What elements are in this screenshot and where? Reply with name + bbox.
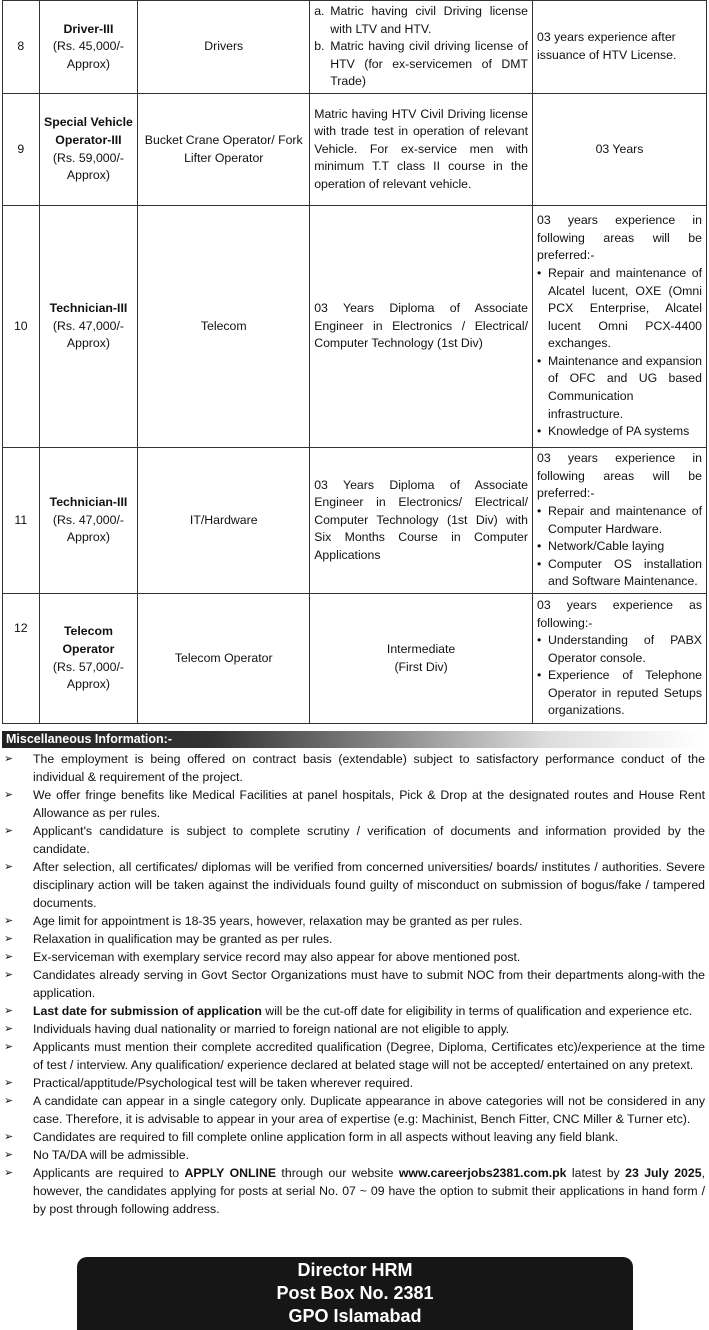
qualification: Matric having HTV Civil Driving license with trade test in operation of relevant Vehicle. For ex-service men with minimum T.T class II course in the operation of relevant vehicle.	[310, 94, 533, 206]
trade: IT/Hardware	[138, 448, 310, 594]
list-item: ➢ Age limit for appointment is 18-35 years, however, relaxation may be granted as per rules.	[4, 914, 523, 928]
arrow-icon: ➢	[4, 1167, 14, 1179]
serial-number: 8	[3, 1, 40, 94]
experience-intro: 03 years experience in following areas will be preferred:-	[537, 451, 702, 501]
list-item: ➢ Applicant's candidature is subject to complete scrutiny / verification of documents and information provided by the candidate.	[4, 824, 705, 856]
experience-cell	[533, 206, 707, 448]
list-item: ➢ A candidate can appear in a single category only. Duplicate appearance in above categories will not be considered in any case. Therefore, it is advisable to appear in your area of expertise (e.g: Machinist, Bench Fitter, CNC Miller & Turner etc).	[4, 1094, 705, 1126]
post-approx: Approx)	[66, 677, 110, 692]
arrow-icon: ➢	[4, 1005, 14, 1017]
post-title: Telecom Operator	[62, 624, 115, 656]
arrow-icon: ➢	[4, 1077, 14, 1089]
bullet-text: Network/Cable laying	[548, 539, 665, 554]
arrow-icon: ➢	[4, 1041, 14, 1053]
post-approx: Approx)	[66, 56, 110, 71]
list-item: ➢ Applicants are required to APPLY ONLINE through our website www.careerjobs2381.com.pk latest by 23 July 2025, however, the candidates applying for posts at serial No. 07 ~ 09 have the option to submit their applications in hand form / by post through following address.	[4, 1166, 705, 1216]
trade: Telecom Operator	[138, 594, 310, 724]
experience: 03 Years	[533, 94, 707, 206]
table-row	[3, 448, 707, 594]
list-item: • Computer OS installation and Software Maintenance.	[537, 556, 702, 591]
qual-label: a.	[314, 4, 325, 19]
bullet-text: Experience of Telephone Operator in reputed Setups organizations.	[548, 668, 702, 718]
qualification: 03 Years Diploma of Associate Engineer in Electronics/ Electrical/ Computer Technology (1st Div) with Six Months Course in Computer Applications	[310, 448, 533, 594]
address-line: Director HRM	[297, 1260, 413, 1280]
table-row	[3, 1, 707, 94]
apply-online-label: APPLY ONLINE	[184, 1166, 277, 1180]
list-item: ➢ Candidates already serving in Govt Sector Organizations must have to submit NOC from their departments along-with the application.	[4, 968, 705, 1000]
post-cell	[39, 448, 138, 594]
post-cell	[39, 1, 138, 94]
post-title: Technician-III	[49, 301, 128, 316]
list-item: ➢ Last date for submission of application will be the cut-off date for eligibility in terms of qualification and experience etc.	[4, 1004, 693, 1018]
post-pay: (Rs. 59,000/-	[52, 150, 124, 165]
bullet-text: Understanding of PABX Operator console.	[548, 633, 702, 665]
bullet-text: Computer OS installation and Software Maintenance.	[548, 556, 702, 589]
list-item: ➢ Candidates are required to fill complete online application form in all aspects without leaving any field blank.	[4, 1130, 619, 1144]
experience-intro: 03 years experience as following:-	[537, 597, 702, 630]
arrow-icon: ➢	[4, 1149, 14, 1161]
qualification-cell	[310, 594, 533, 724]
experience-cell	[533, 448, 707, 594]
post-approx: Approx)	[66, 530, 110, 545]
address-box	[77, 1257, 633, 1330]
bullet-text: Repair and maintenance of Alcatel lucent, OXE (Omni PCX Enterprise, Alcatel lucent Omni PCX-4400 exchanges.	[548, 265, 702, 351]
trade: Bucket Crane Operator/ Fork Lifter Operator	[138, 94, 310, 206]
qual-label: b.	[314, 39, 325, 54]
trade: Drivers	[138, 1, 310, 94]
arrow-icon: ➢	[4, 1095, 14, 1107]
post-title: Driver-III	[63, 21, 114, 36]
list-item: • Repair and maintenance of Alcatel lucent, OXE (Omni PCX Enterprise, Alcatel lucent Omni PCX-4400 exchanges.	[537, 265, 702, 353]
bullet-text: Repair and maintenance of Computer Hardware.	[548, 503, 702, 536]
arrow-icon: ➢	[4, 1131, 14, 1143]
qualification-line: Intermediate	[386, 641, 456, 656]
experience: 03 years experience after issuance of HTV License.	[533, 1, 707, 94]
list-item: ➢ The employment is being offered on contract basis (extendable) subject to satisfactory performance conduct of the individual & requirement of the project.	[4, 752, 705, 784]
list-item: • Network/Cable laying	[537, 538, 702, 556]
address-line: GPO Islamabad	[288, 1306, 422, 1326]
arrow-icon: ➢	[4, 753, 14, 765]
qualification: 03 Years Diploma of Associate Engineer in Electronics / Electrical/ Computer Technology (1st Div)	[310, 206, 533, 448]
post-title: Special Vehicle Operator-III	[44, 115, 133, 147]
arrow-icon: ➢	[4, 861, 14, 873]
experience-cell	[533, 594, 707, 724]
serial-number: 12	[3, 594, 40, 724]
deadline-date: 23 July 2025	[625, 1166, 702, 1180]
jobs-table	[2, 0, 707, 724]
post-pay: (Rs. 47,000/-	[52, 318, 124, 333]
arrow-icon: ➢	[4, 969, 14, 981]
list-item: ➢ Individuals having dual nationality or married to foreign national are not eligible to apply.	[4, 1022, 510, 1036]
post-pay: (Rs. 57,000/-	[52, 659, 124, 674]
arrow-icon: ➢	[4, 825, 14, 837]
table-row	[3, 594, 707, 724]
post-cell	[39, 94, 138, 206]
list-item: • Understanding of PABX Operator console.	[537, 632, 702, 667]
serial-number: 9	[3, 94, 40, 206]
list-item: • Repair and maintenance of Computer Hardware.	[537, 503, 702, 538]
arrow-icon: ➢	[4, 1023, 14, 1035]
bullet-text: Maintenance and expansion of OFC and UG based Communication infrastructure.	[548, 353, 702, 421]
trade: Telecom	[138, 206, 310, 448]
list-item: ➢ After selection, all certificates/ diplomas will be verified from concerned universities/ boards/ institutes / authorities. Severe disciplinary action will be taken against the individuals found guilty of misconduct on submission of bogus/fake / tampered documents.	[4, 860, 705, 910]
post-cell	[39, 206, 138, 448]
list-item: ➢ No TA/DA will be admissible.	[4, 1148, 190, 1162]
list-item: ➢ Applicants must mention their complete accredited qualification (Degree, Diploma, Certificates etc)/experience at the time of test / interview. Any qualification/ experience declared at belated stage will not be accepted/ entertained on any pretext.	[4, 1040, 705, 1072]
list-item: ➢ Practical/apptitude/Psychological test will be taken wherever required.	[4, 1076, 414, 1090]
qual-text: Matric having civil driving license of HTV (for ex-servicemen of DMT Trade)	[330, 39, 528, 89]
table-row	[3, 206, 707, 448]
serial-number: 11	[3, 448, 40, 594]
address-line: Post Box No. 2381	[276, 1283, 434, 1303]
post-approx: Approx)	[66, 336, 110, 351]
list-item: ➢ We offer fringe benefits like Medical Facilities at panel hospitals, Pick & Drop at the designated routes and House Rent Allowance as per rules.	[4, 788, 705, 820]
post-pay: (Rs. 45,000/-	[52, 39, 124, 54]
table-row	[3, 94, 707, 206]
list-item: • Experience of Telephone Operator in reputed Setups organizations.	[537, 667, 702, 720]
post-pay: (Rs. 47,000/-	[52, 512, 124, 527]
list-item: • Maintenance and expansion of OFC and UG based Communication infrastructure.	[537, 353, 702, 423]
post-approx: Approx)	[66, 168, 110, 183]
website-link[interactable]: www.careerjobs2381.com.pk	[398, 1166, 567, 1180]
qualification-cell	[310, 1, 533, 94]
misc-list	[2, 750, 705, 1218]
serial-number: 10	[3, 206, 40, 448]
post-cell	[39, 594, 138, 724]
misc-header: Miscellaneous Information:-	[2, 731, 702, 748]
arrow-icon: ➢	[4, 951, 14, 963]
arrow-icon: ➢	[4, 789, 14, 801]
list-item: • Knowledge of PA systems	[537, 423, 702, 441]
qualification-line: (First Div)	[394, 659, 448, 674]
qual-text: Matric having civil Driving license with LTV and HTV.	[330, 4, 528, 36]
list-item: ➢ Ex-serviceman with exemplary service record may also appear for above mentioned post.	[4, 950, 521, 964]
bullet-text: Knowledge of PA systems	[548, 424, 690, 439]
list-item: ➢ Relaxation in qualification may be granted as per rules.	[4, 932, 333, 946]
last-date-label: Last date for submission of application	[33, 1004, 262, 1018]
post-title: Technician-III	[49, 495, 128, 510]
arrow-icon: ➢	[4, 915, 14, 927]
experience-intro: 03 years experience in following areas will be preferred:-	[537, 213, 702, 263]
arrow-icon: ➢	[4, 933, 14, 945]
